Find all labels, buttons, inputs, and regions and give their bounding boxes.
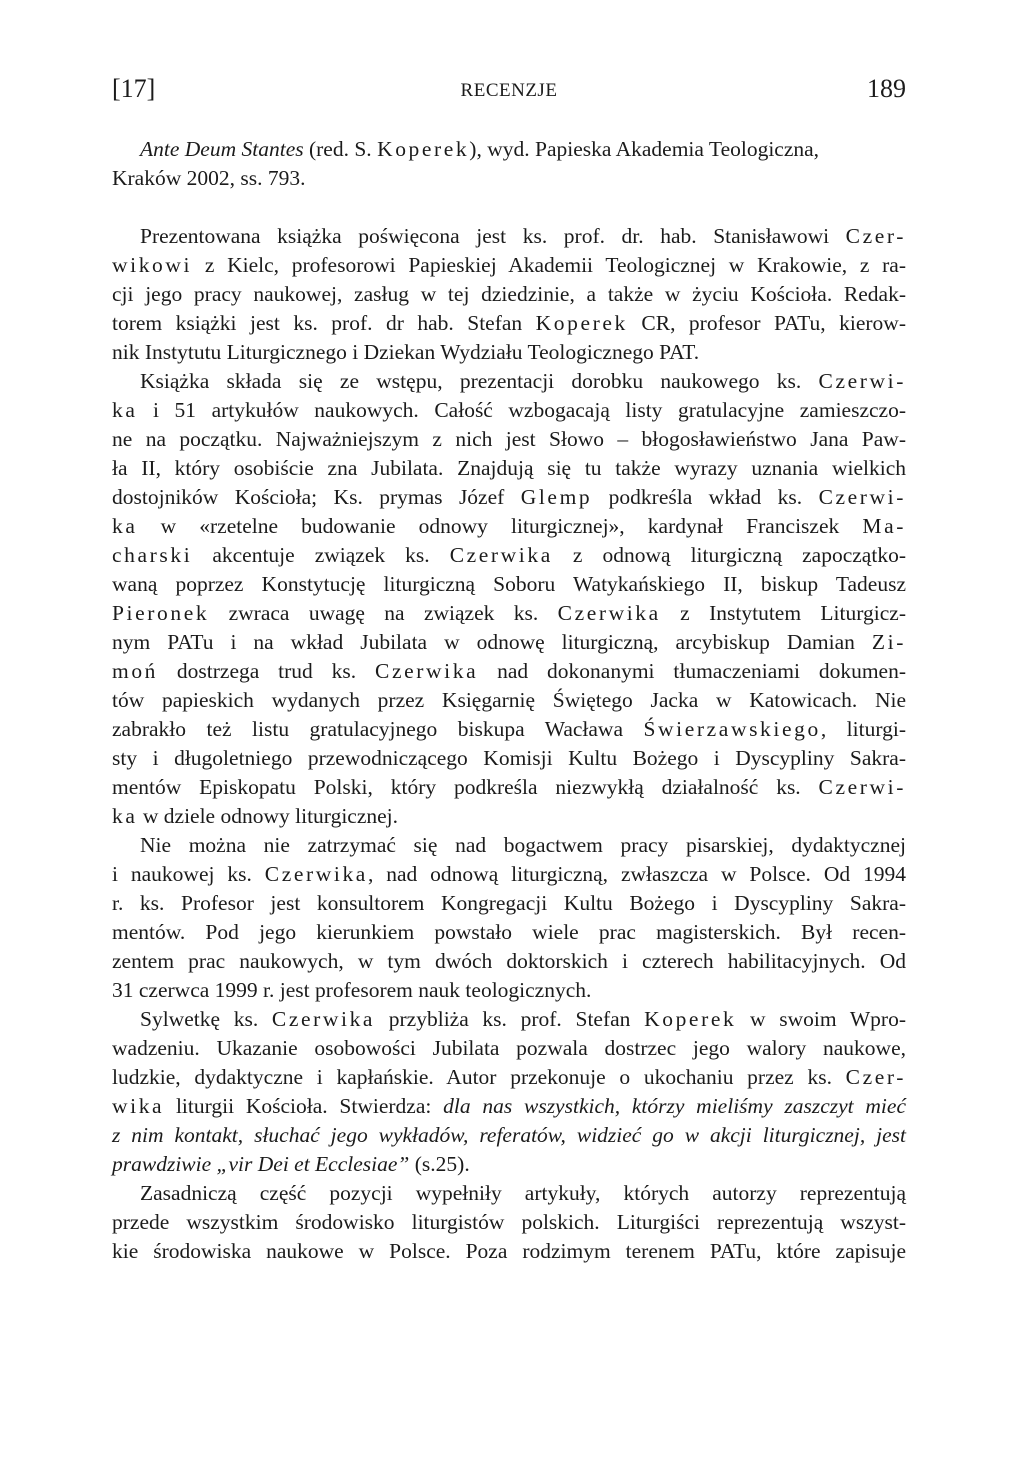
text-run: i 51 artykułów naukowych. Całość wzbogacają listy gratulacyjne zamieszczo- [137,398,906,422]
spaced-name: wika [112,1094,165,1118]
citation-publisher: ), wyd. Papieska Akademia Teologiczna, [469,137,820,161]
spaced-name: Pieronek [112,601,210,625]
text-run: sty i długoletniego przewodniczącego Komisji Kultu Bożego i Dyscypliny Sakra- [112,746,906,770]
text-run: waną poprzez Konstytucję liturgiczną Soboru Watykańskiego II, biskup Tadeusz [112,572,906,596]
text-run: torem książki jest ks. prof. dr hab. Stefan [112,311,536,335]
text-line [112,802,906,831]
text-run: dostrzega trud ks. [158,659,376,683]
spaced-name: Czer- [845,1065,906,1089]
section-title: RECENZJE [460,80,558,101]
text-run: Nie można nie zatrzymać się nad bogactwem pracy pisarskiej, dydaktycznej [140,833,906,857]
text-line [112,1121,906,1150]
text-run: CR, profesor PATu, kierow- [627,311,906,335]
text-line [112,773,906,802]
book-citation [112,135,906,193]
text-run: w swoim Wpro- [736,1007,906,1031]
text-line [112,251,906,280]
text-line [112,947,906,976]
spaced-name: Czerwika [557,601,661,625]
text-run: mentów Episkopatu Polski, który podkreśla niezwykłą działalność ks. [112,775,819,799]
text-line [112,1092,906,1121]
spaced-name: Czerwi- [818,485,907,509]
text-run: akcentuje związek ks. [192,543,450,567]
text-run: podkreśla wkład ks. [592,485,819,509]
text-run: zentem prac naukowych, w tym dwóch doktorskich i czterech habilitacyjnych. Od [112,949,906,973]
text-line [112,454,906,483]
text-run: mentów. Pod jego kierunkiem powstało wiele prac magisterskich. Był recen- [112,920,906,944]
text-line [112,744,906,773]
text-line [112,860,906,889]
citation-place-year: Kraków 2002, ss. 793. [112,166,306,190]
paragraph-4 [112,1005,906,1179]
text-run: Sylwetkę ks. [140,1007,272,1031]
paragraph-3 [112,831,906,1005]
spaced-name: Czerwika [271,1007,376,1031]
spaced-name: Czerwika [264,862,368,886]
page-content [112,135,906,1266]
paragraph-2 [112,367,906,831]
italic-quote: z nim kontakt, słuchać jego wykładów, referatów, widzieć go w akcji liturgicznej, jest [112,1123,906,1147]
text-run: ła II, który osobiście zna Jubilata. Znajdują się tu także wyrazy uznania wielkich [112,456,906,480]
text-run: z Instytutem Liturgicz- [660,601,906,625]
text-run: Prezentowana książka poświęcona jest ks. prof. dr. hab. Stanisławowi [140,224,846,248]
spaced-name: Czer- [845,224,906,248]
spaced-name: Glemp [520,485,593,509]
text-line [112,628,906,657]
spaced-name: Świerzawskiego [643,717,821,741]
text-run: tów papieskich wydanych przez Księgarnię Świętego Jacka w Katowicach. Nie [112,688,906,712]
text-line [112,570,906,599]
spaced-name: Koperek [644,1007,737,1031]
text-line [112,599,906,628]
text-run: , liturgi- [820,717,906,741]
text-run: , nad odnową liturgiczną, zwłaszcza w Polsce. Od 1994 [367,862,906,886]
spaced-name: Ma- [862,514,906,538]
text-line [112,367,906,396]
spaced-name: ka [112,398,138,422]
text-run: Książka składa się ze wstępu, prezentacji dorobku naukowego ks. [140,369,819,393]
text-run: zabrakło też listu gratulacyjnego biskupa Wacława [112,717,644,741]
text-run: nik Instytutu Liturgicznego i Dziekan Wydziału Teologicznego PAT. [112,340,700,364]
text-line [112,541,906,570]
text-run: kie środowiska naukowe w Polsce. Poza rodzimym terenem PATu, które zapisuje [112,1239,906,1263]
text-run: w dziele odnowy liturgicznej. [137,804,399,828]
text-line [112,280,906,309]
text-run: zwraca uwagę na związek ks. [209,601,558,625]
text-line [112,1179,906,1208]
text-run: ludzkie, dydaktyczne i kapłańskie. Autor przekonuje o ukochaniu przez ks. [112,1065,846,1089]
text-run: z Kielc, profesorowi Papieskiej Akademii Teologicznej w Krakowie, z ra- [192,253,906,277]
text-line [112,918,906,947]
text-line [112,1034,906,1063]
spaced-name: Koperek [535,311,628,335]
text-run: nym PATu i na wkład Jubilata w odnowę liturgiczną, arcybiskup Damian [112,630,872,654]
text-run: ne na początku. Najważniejszym z nich jest Słowo – błogosławieństwo Jana Paw- [112,427,906,451]
text-run: i naukowej ks. [112,862,265,886]
text-run: (s.25). [409,1152,470,1176]
text-line [112,1208,906,1237]
text-run: w «rzetelne budowanie odnowy liturgicznej», kardynał Franciszek [137,514,863,538]
spaced-name: wikowi [112,253,193,277]
spaced-name: Czerwi- [818,369,906,393]
text-run: z odnową liturgiczną zapoczątko- [552,543,906,567]
text-line [112,1063,906,1092]
text-line [112,1237,906,1266]
italic-quote: prawdziwie „vir Dei et Ecclesiae” [112,1152,410,1176]
spaced-name: Zi- [871,630,906,654]
text-line [112,338,906,367]
spaced-name: Czerwika [449,543,553,567]
text-line [112,1150,906,1179]
text-line [112,657,906,686]
citation-editor: Koperek [377,137,470,161]
italic-quote: dla nas wszystkich, którzy mieliśmy zaszczyt mieć [443,1094,906,1118]
text-run: przede wszystkim środowisko liturgistów polskich. Liturgiści reprezentują wszyst- [112,1210,906,1234]
text-line [112,512,906,541]
paragraph-5 [112,1179,906,1266]
text-line [112,831,906,860]
text-line [112,222,906,251]
spaced-name: ka [112,514,138,538]
running-header [112,74,906,114]
spaced-name: Czerwika [375,659,479,683]
text-run: 31 czerwca 1999 r. jest profesorem nauk teologicznych. [112,978,592,1002]
text-line [112,686,906,715]
text-line [112,425,906,454]
text-run: liturgii Kościoła. Stwierdza: [164,1094,444,1118]
text-run: przybliża ks. prof. Stefan [375,1007,645,1031]
text-line [112,483,906,512]
spaced-name: Czerwi- [818,775,906,799]
citation-editor-prefix: (red. S. [308,137,372,161]
text-line [112,1005,906,1034]
text-run: cji jego pracy naukowej, zasług w tej dziedzinie, a także w życiu Kościoła. Redak- [112,282,906,306]
text-run: Zasadniczą część pozycji wypełniły artykuły, których autorzy reprezentują [140,1181,906,1205]
text-line [112,889,906,918]
spaced-name: moń [112,659,159,683]
text-line [112,309,906,338]
book-title: Ante Deum Stantes [140,137,304,161]
paragraph-1 [112,222,906,367]
text-run: nad dokonanymi tłumaczeniami dokumen- [478,659,906,683]
section-number: [17] [112,74,156,103]
page-number: 189 [867,74,906,103]
text-line [112,396,906,425]
spaced-name: charski [112,543,193,567]
text-run: dostojników Kościoła; Ks. prymas Józef [112,485,521,509]
citation-line [140,135,906,164]
text-line [112,715,906,744]
spaced-name: ka [112,804,138,828]
text-run: r. ks. Profesor jest konsultorem Kongregacji Kultu Bożego i Dyscypliny Sakra- [112,891,906,915]
text-line [112,976,906,1005]
text-run: wadzeniu. Ukazanie osobowości Jubilata pozwala dostrzec jego walory naukowe, [112,1036,906,1060]
